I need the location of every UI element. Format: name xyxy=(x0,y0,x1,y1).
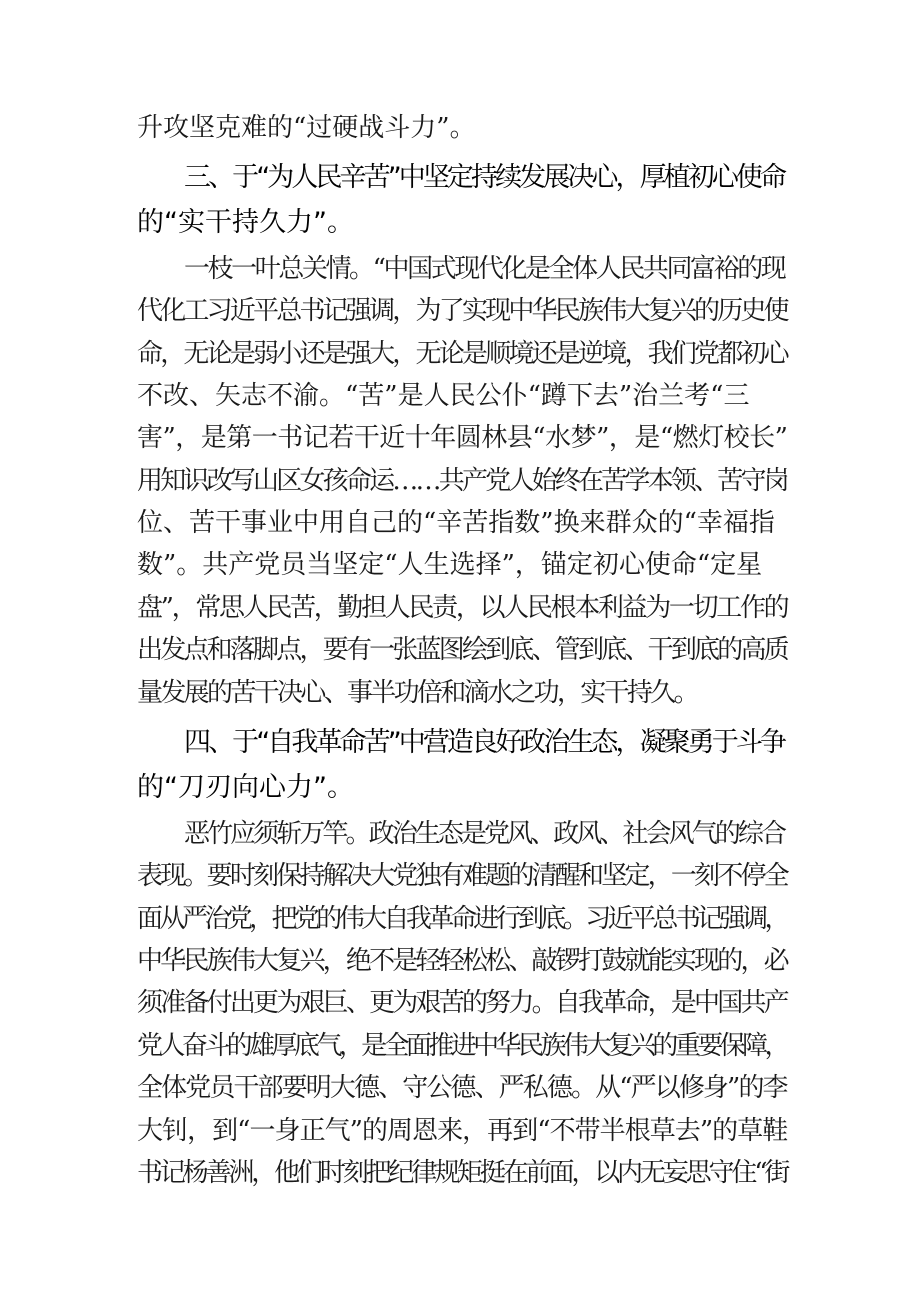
paragraph-line: 用知识改写山区女孩命运……共产党人始终在苦学本领、苦守岗 xyxy=(137,466,787,496)
paragraph-line: 一枝一叶总关情。“中国式现代化是全体人民共同富裕的现 xyxy=(184,254,785,284)
paragraph-line: 盘”，常思人民苦，勤担人民责，以人民根本利益为一切工作的 xyxy=(137,593,788,623)
paragraph-line: 量发展的苦干决心、事半功倍和滴水之功，实干持久。 xyxy=(137,678,697,708)
paragraph-line: 出发点和落脚点，要有一张蓝图绘到底、管到底、干到底的高质 xyxy=(137,635,787,665)
paragraph-line: 面从严治党，把党的伟大自我革命进行到底。习近平总书记强调， xyxy=(137,904,787,934)
paragraph-line: 中华民族伟大复兴，绝不是轻轻松松、敲锣打鼓就能实现的，必 xyxy=(137,946,787,976)
paragraph-line: 数”。共产党员当坚定“人生选择”，锚定初心使命“定星 xyxy=(137,550,763,580)
paragraph-line: 命，无论是弱小还是强大，无论是顺境还是逆境，我们党都初心 xyxy=(137,339,787,369)
paragraph-line: 书记杨善洲，他们时刻把纪律规矩挺在前面，以内无妄思守住“街 xyxy=(137,1158,788,1188)
paragraph-line: 全体党员干部要明大德、守公德、严私德。从“严以修身”的李 xyxy=(137,1073,787,1103)
paragraph-line: 害”，是第一书记若干近十年圆林县“水梦”，是“燃灯校长” xyxy=(137,423,788,453)
paragraph-line: 党人奋斗的雄厚底气，是全面推进中华民族伟大复兴的重要保障， xyxy=(137,1031,787,1061)
section-heading-line: 的“实干持久力”。 xyxy=(137,207,354,238)
section-heading-line: 四、于“自我革命苦”中营造良好政治生态，凝聚勇于斗争 xyxy=(184,727,785,758)
paragraph-line: 位、苦干事业中用自己的“辛苦指数”换来群众的“幸福指 xyxy=(137,508,775,538)
paragraph-line: 不改、矢志不渝。“苦”是人民公仆“蹲下去”治兰考“三 xyxy=(137,381,750,411)
paragraph-line: 须准备付出更为艰巨、更为艰苦的努力。自我革命，是中国共产 xyxy=(137,988,787,1018)
paragraph-line: 大钊，到“一身正气”的周恩来，再到“不带半根草去”的草鞋 xyxy=(137,1116,788,1146)
section-heading-line: 三、于“为人民辛苦”中坚定持续发展决心，厚植初心使命 xyxy=(184,162,785,193)
paragraph-line: 升攻坚克难的“过硬战斗力”。 xyxy=(137,113,476,143)
section-heading-line: 的“刀刃向心力”。 xyxy=(137,772,354,803)
paragraph-line: 恶竹应须斩万竿。政治生态是党风、政风、社会风气的综合 xyxy=(184,819,785,849)
paragraph-line: 表现。要时刻保持解决大党独有难题的清醒和坚定，一刻不停全 xyxy=(137,861,787,891)
paragraph-line: 代化工习近平总书记强调，为了实现中华民族伟大复兴的历史使 xyxy=(137,296,787,326)
